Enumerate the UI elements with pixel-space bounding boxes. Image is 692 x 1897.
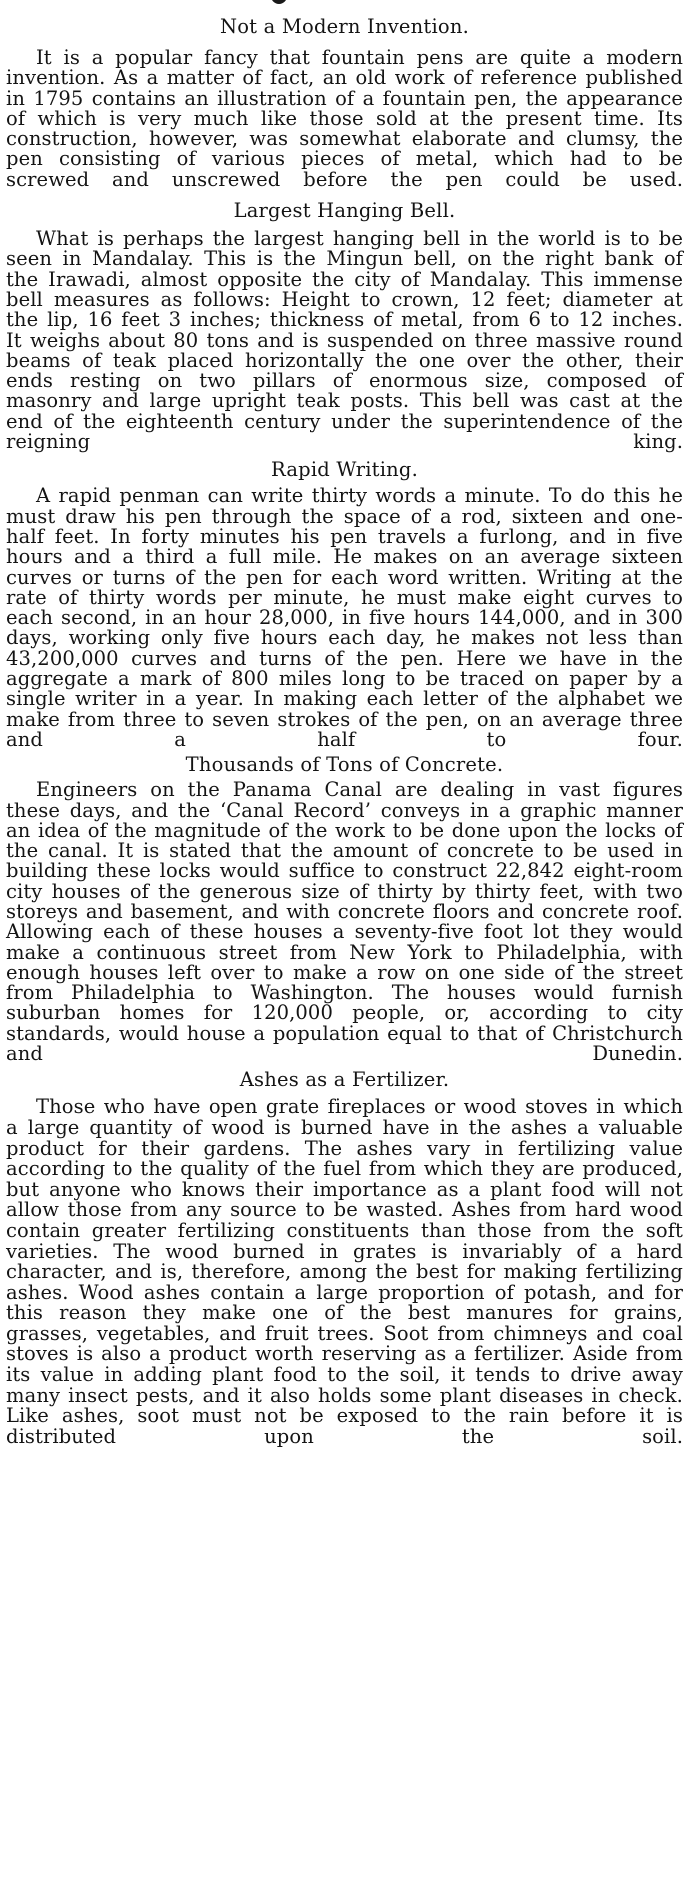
- article-hanging-bell: [6, 198, 683, 452]
- article-body: Engineers on the Panama Canal are dealing in vast figures these days, and the ‘Canal Record’ conveys in a graphic manner an idea of the magnitude of the work to be done upon the locks of the canal. It is stated that the amount of concrete to be used in building these locks would suffice to construct 22,842 eight-room city houses of the generous size of thirty by thirty feet, with two storeys and basement, and with concrete floors and concrete roof. Allowing each of these houses a seventy-five foot lot they would make a continuous street from New York to Philadelphia, with enough houses left over to make a row on one side of the street from Philadelphia to Washington. The houses would furnish suburban homes for 120,000 people, or, according to city standards, would house a population equal to that of Christchurch and Dunedin.: [6, 778, 683, 1066]
- article-rapid-writing: [6, 457, 683, 750]
- article-heading: Rapid Writing.: [271, 458, 418, 482]
- article-heading: Thousands of Tons of Concrete.: [185, 753, 504, 777]
- article-heading: Largest Hanging Bell.: [233, 199, 456, 223]
- article-body: It is a popular fancy that fountain pens are quite a modern invention. As a matter of fact, an old work of reference published in 1795 contains an illustration of a fountain pen, the appearance of which is very much like those sold at the present time. Its construction, however, was somewhat elaborate and clumsy, the pen consisting of various pieces of metal, which had to be screwed and unscrewed before the pen could be used.: [6, 46, 683, 191]
- article-ashes-fertilizer: [6, 1067, 683, 1447]
- article-body: Those who have open grate fireplaces or wood stoves in which a large quantity of wood is burned have in the ashes a valuable product for their gardens. The ashes vary in fertilizing value according to the quality of the fuel from which they are produced, but anyone who knows their importance as a plant food will not allow those from any source to be wasted. Ashes from hard wood contain greater fertilizing constituents than those from the soft varieties. The wood burned in grates is invariably of a hard character, and is, therefore, among the best for making fertilizing ashes. Wood ashes contain a large proportion of potash, and for this reason they make one of the best manures for grains, grasses, vegetables, and fruit trees. Soot from chimneys and coal stoves is also a product worth reserving as a fertilizer. Aside from its value in adding plant food to the soil, it tends to drive away many insect pests, and it also holds some plant diseases in check. Like ashes, soot must not be exposed to the rain before it is distributed upon the soil.: [6, 1095, 683, 1448]
- article-body: A rapid penman can write thirty words a minute. To do this he must draw his pen through the space of a rod, sixteen and one-half feet. In forty minutes his pen travels a furlong, and in five hours and a third a full mile. He makes on an average sixteen curves or turns of the pen for each word written. Writing at the rate of thirty words per minute, he must make eight curves to each second, in an hour 28,000, in five hours 144,000, and in 300 days, working only five hours each day, he makes not less than 43,200,000 curves and turns of the pen. Here we have in the aggregate a mark of 800 miles long to be traced on paper by a single writer in a year. In making each letter of the alphabet we make from three to seven strokes of the pen, on an average three and a half to four.: [6, 484, 683, 751]
- article-heading: Not a Modern Invention.: [219, 15, 470, 38]
- article-fountain-pens: [6, 0, 683, 190]
- newspaper-column: [6, 0, 683, 1897]
- article-body: What is perhaps the largest hanging bell in the world is to be seen in Mandalay. This is the Mingun bell, on the right bank of the Irawadi, almost opposite the city of Mandalay. This immense bell measures as follows: Height to crown, 12 feet; diameter at the lip, 16 feet 3 inches; thickness of metal, from 6 to 12 inches. It weighs about 80 tons and is suspended on three massive round beams of teak placed horizontally the one over the other, their ends resting on two pillars of enormous size, composed of masonry and large upright teak posts. This bell was cast at the end of the eighteenth century under the superintendence of the reigning king.: [6, 227, 683, 454]
- article-concrete: [6, 752, 683, 1064]
- article-heading: Ashes as a Fertilizer.: [239, 1068, 450, 1092]
